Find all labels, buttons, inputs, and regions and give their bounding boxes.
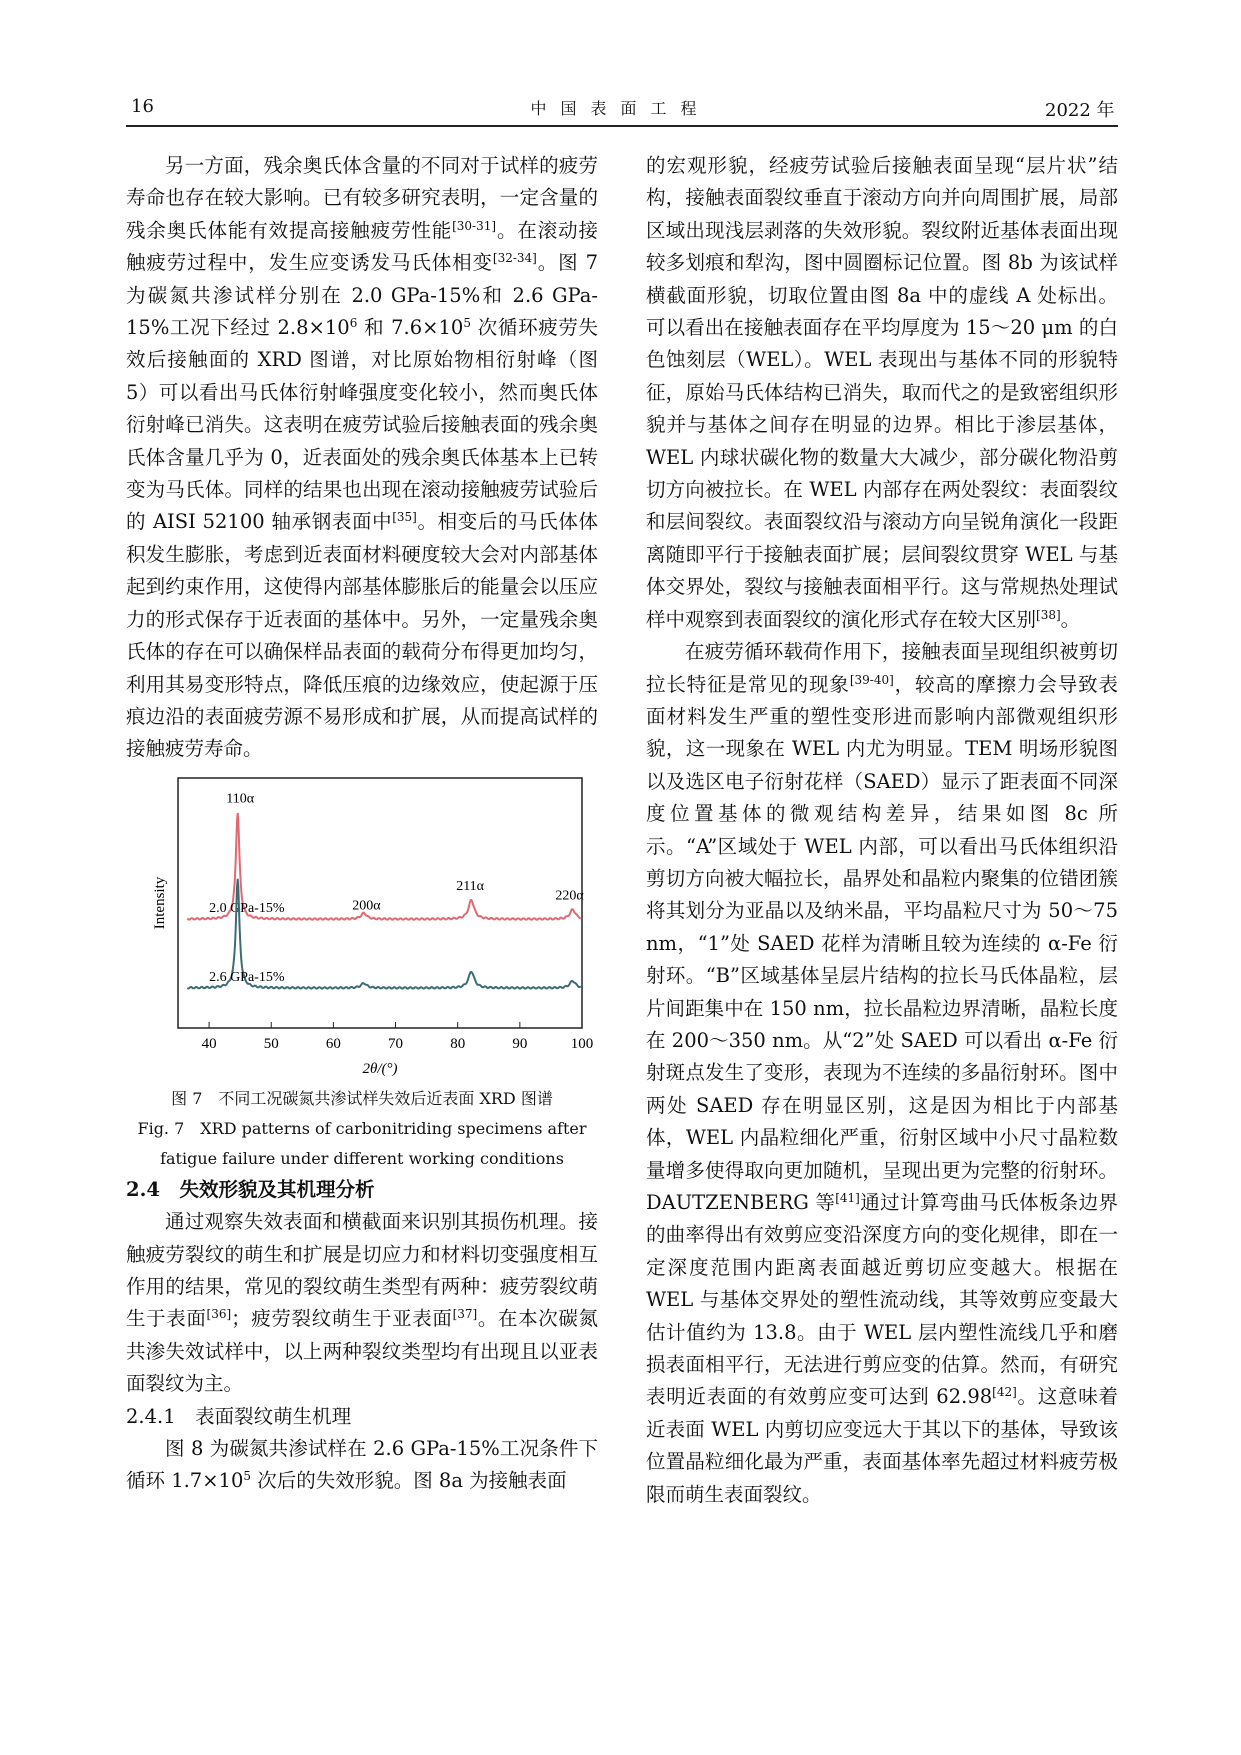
figure-caption-cn: 图 7 不同工况碳氮共渗试样失效后近表面 XRD 图谱 bbox=[171, 1088, 553, 1108]
peak-annotation: 220α bbox=[555, 888, 584, 904]
x-tick-label: 40 bbox=[201, 1035, 217, 1052]
figure-caption-en-1: Fig. 7 XRD patterns of carbonitriding specimens after bbox=[137, 1118, 587, 1138]
left-paragraph-3: 图 8 为碳氮共渗试样在 2.6 GPa-15%工况条件下循环 $1.7\times 10^5$ 次后的失效形貌。图 8a 为接触表面 bbox=[126, 1436, 598, 1493]
section-heading: 2.4 失效形貌及其机理分析 bbox=[126, 1177, 375, 1201]
x-tick-label: 50 bbox=[263, 1035, 279, 1052]
x-tick-label: 70 bbox=[388, 1035, 404, 1052]
xrd-figure bbox=[126, 776, 598, 1084]
header-rule bbox=[126, 125, 1118, 127]
x-tick-label: 80 bbox=[450, 1035, 466, 1052]
journal-year: 2022 年 bbox=[1045, 100, 1115, 121]
x-tick-label: 90 bbox=[512, 1035, 528, 1052]
right-paragraph-2: 在疲劳循环载荷作用下，接触表面呈现组织被剪切拉长特征是常见的现象[39-40]，较高的摩擦力会导致表面材料发生严重的塑性变形进而影响内部微观组织形貌，这一现象在 WEL 内尤为明显。TEM 明场形貌图以及选区电子衍射花样（SAED）显示了距表面不同深度位置基体的微观结构差异，结果如图 8c 所示。“A”区域处于 WEL 内部，可以看出马氏体组织沿剪切方向被大幅拉长，晶界处和晶粒内聚集的位错团簇将其划分为亚晶以及纳米晶，平均晶粒尺寸为 50～75 nm，“1”处 SAED 花样为清晰且较为连续的 α-Fe 衍射环。“B”区域基体呈层片结构的拉长马氏体晶粒，层片间距集中在 150 nm，拉长晶粒边界清晰，晶粒长度在 200～350 nm。从“2”处 SAED 可以看出 α-Fe 衍射斑点发生了变形，表现为不连续的多晶衍射环。图中两处 SAED 存在明显区别，这是因为相比于内部基体，WEL 内晶粒细化严重，衍射区域中小尺寸晶粒数量增多使得取向更加随机，呈现出更为完整的衍射环。DAUTZENBERG 等[41]通过计算弯曲马氏体板条边界的曲率得出有效剪应变沿深度方向的变化规律，即在一定深度范围内距离表面越近剪切应变越大。根据在 WEL 与基体交界处的塑性流动线，其等效剪应变最大估计值约为 13.8。由于 WEL 层内塑性流线几乎和磨损表面相平行，无法进行剪应变的估算。然而，有研究表明近表面的有效剪应变可达到 62.98[42]。这意味着近表面 WEL 内剪切应变远大于其以下的基体，导致该位置晶粒细化最为严重，表面基体率先超过材料疲劳极限而萌生表面裂纹。 bbox=[646, 640, 1118, 1506]
peak-annotation: 200α bbox=[352, 898, 381, 914]
page-number: 16 bbox=[131, 96, 154, 117]
y-axis-label: Intensity bbox=[152, 876, 168, 929]
xrd-chart bbox=[126, 776, 598, 1084]
left-column bbox=[126, 150, 598, 1498]
left-paragraph-1: 另一方面，残余奥氏体含量的不同对于试样的疲劳寿命也存在较大影响。已有较多研究表明，一定含量的残余奥氏体能有效提高接触疲劳性能[30-31]。在滚动接触疲劳过程中，发生应变诱发马氏体相变[32-34]。图 7 为碳氮共渗试样分别在 2.0 GPa-15%和 2.6 GPa-15%工况下经过 $2.8\times 10^6$ 和 $7.6\times 10^5$ 次循环疲劳失效后接触面的 XRD 图谱，对比原始物相衍射峰（图 5）可以看出马氏体衍射峰强度变化较小，然而奥氏体衍射峰已消失。这表明在疲劳试验后接触表面的残余奥氏体含量几乎为 0，近表面处的残余奥氏体基本上已转变为马氏体。同样的结果也出现在滚动接触疲劳试验后的 AISI 52100 轴承钢表面中[35]。相变后的马氏体体积发生膨胀，考虑到近表面材料硬度较大会对内部基体起到约束作用，这使得内部基体膨胀后的能量会以压应力的形式保存于近表面的基体中。另外，一定量残余奥氏体的存在可以确保样品表面的载荷分布得更加均匀，利用其易变形特点，降低压痕的边缘效应，使起源于压痕边沿的表面疲劳源不易形成和扩展，从而提高试样的接触疲劳寿命。 bbox=[126, 154, 598, 761]
peak-annotation: 211α bbox=[456, 878, 485, 894]
x-tick-label: 60 bbox=[325, 1035, 341, 1052]
right-paragraph-1: 的宏观形貌，经疲劳试验后接触表面呈现“层片状”结构，接触表面裂纹垂直于滚动方向并向周围扩展，局部区域出现浅层剥落的失效形貌。裂纹附近基体表面出现较多划痕和犁沟，图中圆圈标记位置。图 8b 为该试样横截面形貌，切取位置由图 8a 中的虚线 A 处标出。可以看出在接触表面存在平均厚度为 15～20 μm 的白色蚀刻层（WEL）。WEL 表现出与基体不同的形貌特征，原始马氏体结构已消失，取而代之的是致密组织形貌并与基体之间存在明显的边界。相比于渗层基体，WEL 内球状碳化物的数量大大减少，部分碳化物沿剪切方向被拉长。在 WEL 内部存在两处裂纹：表面裂纹和层间裂纹。表面裂纹沿与滚动方向呈锐角演化一段距离随即平行于接触表面扩展；层间裂纹贯穿 WEL 与基体交界处，裂纹与接触表面相平行。这与常规热处理试样中观察到表面裂纹的演化形式存在较大区别[38]。 bbox=[646, 154, 1118, 631]
subsection-heading: 2.4.1 表面裂纹萌生机理 bbox=[126, 1404, 352, 1428]
series-label: 2.6 GPa-15% bbox=[209, 969, 285, 985]
peak-annotation: 110α bbox=[226, 790, 255, 806]
right-column bbox=[646, 150, 1118, 1511]
left-paragraph-2: 通过观察失效表面和横截面来识别其损伤机理。接触疲劳裂纹的萌生和扩展是切应力和材料切变强度相互作用的结果，常见的裂纹萌生类型有两种：疲劳裂纹萌生于表面[36]；疲劳裂纹萌生于亚表面[37]。在本次碳氮共渗失效试样中，以上两种裂纹类型均有出现且以亚表面裂纹为主。 bbox=[126, 1210, 598, 1396]
x-axis-label: 2θ/(°) bbox=[362, 1060, 398, 1077]
page-header bbox=[0, 96, 1241, 126]
x-tick-label: 100 bbox=[570, 1035, 594, 1052]
figure-caption-en-2: fatigue failure under different working conditions bbox=[160, 1148, 564, 1168]
journal-title: 中国表面工程 bbox=[530, 99, 711, 118]
series-label: 2.0 GPa-15% bbox=[209, 900, 285, 916]
